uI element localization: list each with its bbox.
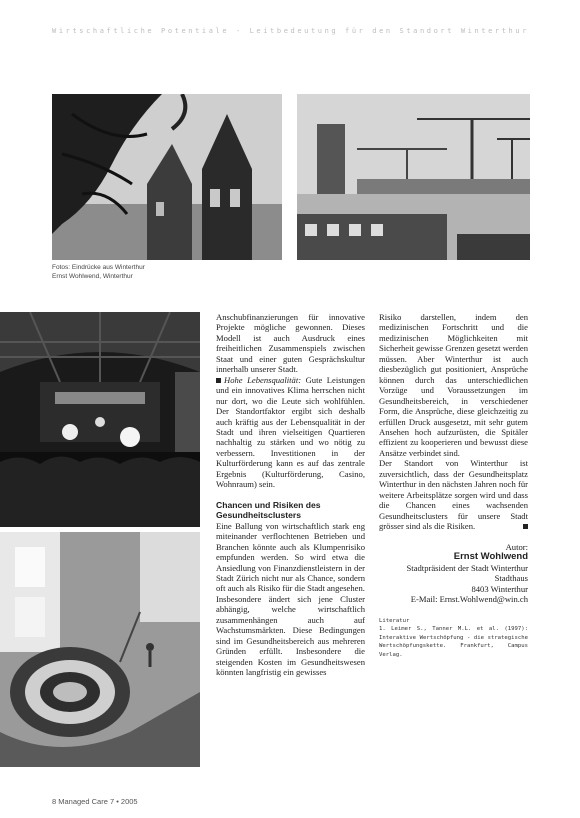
text-column-2 (379, 312, 528, 659)
literature-entry: 1. Leimer S., Tanner M.L. et al. (1997): Interaktive Wertschöpfung - die strategische Wertschöpfungskette. Frankfurt, Campus Verlag. (379, 626, 528, 658)
church-image (52, 94, 282, 260)
author-name: Ernst Wohlwend (453, 551, 528, 563)
page-footer: 8 Managed Care 7 • 2005 (52, 797, 138, 806)
concert-image (0, 312, 200, 527)
end-mark-icon (523, 524, 528, 529)
literature-block (379, 617, 528, 660)
photo-concert (0, 312, 200, 527)
literature-title: Literatur (379, 617, 410, 624)
paragraph: Insbesondere ändert sich jene Cluster abhängig, welche wirtschaftlich zusammenhängen auch auf Wachstumsmärkten. Diese Bedingungen sind im Gesundheitsbereich aus mehreren Gründen erfüllt. Insbesondere die steigenden Kosten im Gesundheitswesen könnten langfristig ein gewisses (216, 593, 365, 678)
photo-construction (297, 94, 530, 260)
paragraph-body: Der Standort von Winterthur ist zuversichtlich, dass der Gesundheitsplatz Winterthur in den nächsten Jahren noch für weitere Arbeitsplätze sorgen wird und dass die Chancen eines wachsenden Gesundheitsclusters für unsere Stadt grösser sind als die Risiken. (379, 458, 528, 532)
author-block (379, 542, 528, 605)
section-heading: Chancen und Risiken des (216, 499, 321, 510)
author-role: Stadtpräsident der Stadt Winterthur (406, 562, 528, 573)
paragraph-body: Gute Leistungen und ein innovatives Klima herrschen nicht nur dort, wo die Leute sich wohlfühlen. Der Standortfaktor ergibt sich deshalb auch kräftig aus der Lebensqualität in der Stadt und ihren vielseitigen Quartieren nachhaltig zu stärken und wo nötig zu verbessern. Investitionen in der Kulturförderung kann es auf das zentrale Ergebnis (Kulturförderung, Casino, Wohnraum) sein. (216, 374, 365, 490)
author-email[interactable]: E-Mail: Ernst.Wohlwend@win.ch (410, 594, 528, 605)
caption-line: Fotos: Eindrücke aus Winterthur (52, 264, 145, 271)
paragraph: Anschubfinanzierungen für innovative Projekte mögliche gewonnen. Dieses Modell ist auch Ausdruck eines freiheitlichen Zusammenspiels zwischen Staat und einer guten Gesprächskultur innerhalb unserer Stadt. (216, 312, 365, 375)
text-column-1 (216, 312, 365, 678)
section-heading: Gesundheitsclusters (216, 510, 302, 521)
photo-stairwell (0, 532, 200, 767)
photo-caption (52, 264, 252, 281)
author-role: Stadthaus (494, 573, 528, 584)
paragraph: Risiko darstellen, indem den medizinischen Fortschritt und die medizinischen Möglichkeiten mit Sicherheit gewisse Grenzen gesetzt werden müssen. Aber Winterthur ist auch diesbezüglich gut positioniert, Ansprüche können durch das unterschiedlichen Vorzüge und Voraussetzungen im Gesundheitsbereich, in verschiedener Form, die Ansprüche, diese gleichzeitig zu erfüllen Druck ausgesetzt, mit sehr gutem Ansehen hoch aufzurüsten, die Spitäler effizient zu kooperieren und bewusst diese Ansätze verbindet sind. (379, 312, 528, 458)
author-label: Autor: (505, 541, 528, 552)
author-role: 8403 Winterthur (471, 583, 528, 594)
stairwell-image (0, 532, 200, 767)
paragraph: Eine Ballung von wirtschaftlich stark eng miteinander verflochtenen Betrieben und Branchen könnte auch als Klumpenrisiko empfunden werden. So wird etwa die Ansiedlung von Finanzdienstleistern in der Stadt Zürich nicht nur als Chance, sondern oft auch als Risiko für die Stadt angesehen. (216, 520, 365, 594)
running-header: Wirtschaftliche Potentiale - Leitbedeutung für den Standort Winterthur (52, 27, 530, 35)
construction-image (297, 94, 530, 260)
paragraph (379, 458, 528, 531)
bullet-icon (216, 378, 221, 383)
photo-church (52, 94, 282, 260)
caption-line: Ernst Wohlwend, Winterthur (52, 272, 133, 280)
paragraph (216, 375, 365, 490)
paragraph-lead: Hohe Lebensqualität: (224, 374, 302, 385)
